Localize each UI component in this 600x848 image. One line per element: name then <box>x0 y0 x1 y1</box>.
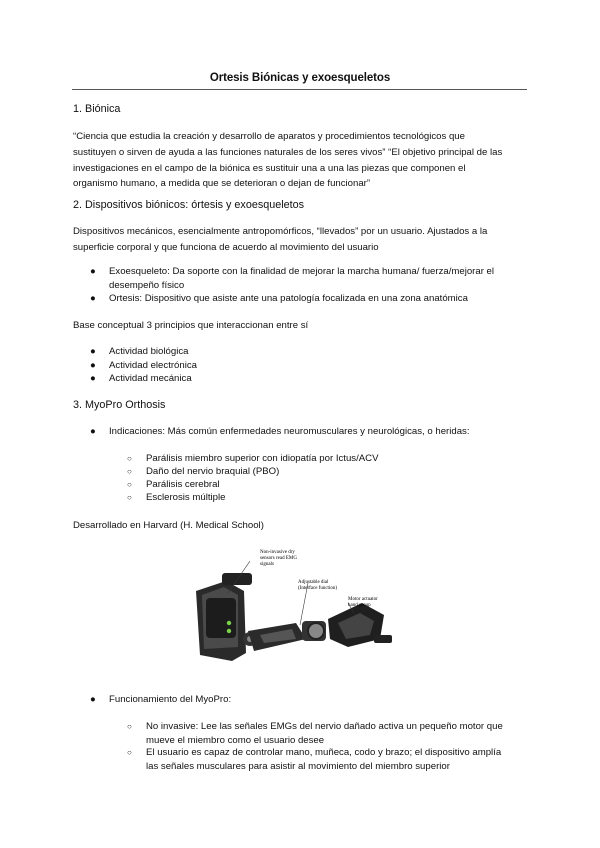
label-motor-line: Motor actuator <box>348 597 378 602</box>
condition-item: ○ Parálisis cerebral <box>127 479 220 490</box>
operation-line: No invasive: Lee las señales EMGs del nervio dañado activa un pequeño motor que <box>146 721 503 732</box>
bullet-item-indicaciones: ● Indicaciones: Más común enfermedades neuromusculares y neurológicas, o heridas: <box>90 426 470 437</box>
bullet-line: desempeño físico <box>109 280 185 291</box>
bullet-dot-icon: ● <box>90 293 96 304</box>
hollow-circle-icon: ○ <box>127 748 132 757</box>
condition-item: ○ Daño del nervio braquial (PBO) <box>127 466 280 477</box>
label-sensors-line: signals <box>260 562 274 567</box>
label-sensors-line: Non-invasive dry <box>260 550 295 555</box>
bullet-dot-icon: ● <box>90 694 96 705</box>
principle-item: ● Actividad electrónica <box>90 360 197 371</box>
title-divider <box>72 89 527 90</box>
condition-item: ○ Parálisis miembro superior con idiopatía por Ictus/ACV <box>127 453 379 464</box>
hollow-circle-icon: ○ <box>127 467 132 476</box>
bullet-dot-icon: ● <box>90 360 96 371</box>
paragraph-line: sustituyen o sirven de ayuda a las funciones naturales de los seres vivos” “El objetivo principal de las <box>73 146 503 158</box>
operation-line: mueve el miembro como el usuario desee <box>146 735 325 746</box>
operation-item <box>127 746 527 774</box>
bullet-dot-icon: ● <box>90 426 96 437</box>
label-sensors-line: sensors read EMG <box>260 556 297 561</box>
operation-line: El usuario es capaz de controlar mano, muñeca, codo y brazo; el dispositivo amplía <box>146 747 502 758</box>
hollow-circle-icon: ○ <box>127 493 132 502</box>
document-title: Ortesis Biónicas y exoesqueletos <box>209 72 391 84</box>
myopro-orthosis-image <box>188 543 410 683</box>
bullet-item-funcionamiento: ● Funcionamiento del MyoPro: <box>90 694 232 705</box>
bullet-dot-icon: ● <box>90 373 96 384</box>
paragraph-line: “Ciencia que estudia la creación y desarrollo de aparatos y procedimientos tecnológicos que <box>73 131 465 142</box>
section-1-paragraph <box>73 129 543 192</box>
paragraph-line: superficie corporal y que funciona de acuerdo al movimiento del usuario <box>73 241 379 253</box>
label-motor-line: hand group <box>348 603 371 608</box>
principle-item: ● Actividad biológica <box>90 346 189 357</box>
label-elbow-line: Adjustable dial <box>298 580 329 585</box>
bullet-item-exoesqueleto <box>90 265 530 293</box>
bullet-line: Exoesqueleto: Da soporte con la finalidad de mejorar la marcha humana/ fuerza/mejorar el <box>109 266 495 277</box>
section-1-heading: 1. Biónica <box>73 103 121 115</box>
paragraph-line: Dispositivos mecánicos, esencialmente antropomórficos, “llevados” por un usuario. Ajustados a la <box>73 226 488 237</box>
condition-item: ○ Esclerosis múltiple <box>127 492 226 503</box>
section-2-paragraph <box>73 224 543 256</box>
bullet-line: Ortesis: Dispositivo que asiste ante una patología focalizada en una zona anatómica <box>109 293 468 304</box>
section-3-heading: 3. MyoPro Orthosis <box>73 399 166 411</box>
principle-item: ● Actividad mecánica <box>90 373 192 384</box>
operation-line: las señales musculares para asistir al movimiento del miembro superior <box>146 761 450 772</box>
section-2-heading: 2. Dispositivos biónicos: órtesis y exoesqueletos <box>73 199 305 211</box>
developed-at-line: Desarrollado en Harvard (H. Medical School) <box>73 520 264 531</box>
bullet-dot-icon: ● <box>90 346 96 357</box>
hollow-circle-icon: ○ <box>127 454 132 463</box>
paragraph-line: organismo humano, a medida que se deterioran o dejan de funcionar” <box>73 178 371 190</box>
bullet-dot-icon: ● <box>90 266 96 277</box>
base-conceptual-line: Base conceptual 3 principios que interaccionan entre sí <box>73 320 309 331</box>
paragraph-line: investigaciones en el campo de la biónica es sustituir una a una las piezas que componen el <box>73 162 466 174</box>
operation-item <box>127 720 527 748</box>
hollow-circle-icon: ○ <box>127 480 132 489</box>
bullet-item-ortesis <box>90 292 530 306</box>
label-elbow-line: (Interface function) <box>298 586 338 591</box>
hollow-circle-icon: ○ <box>127 722 132 731</box>
